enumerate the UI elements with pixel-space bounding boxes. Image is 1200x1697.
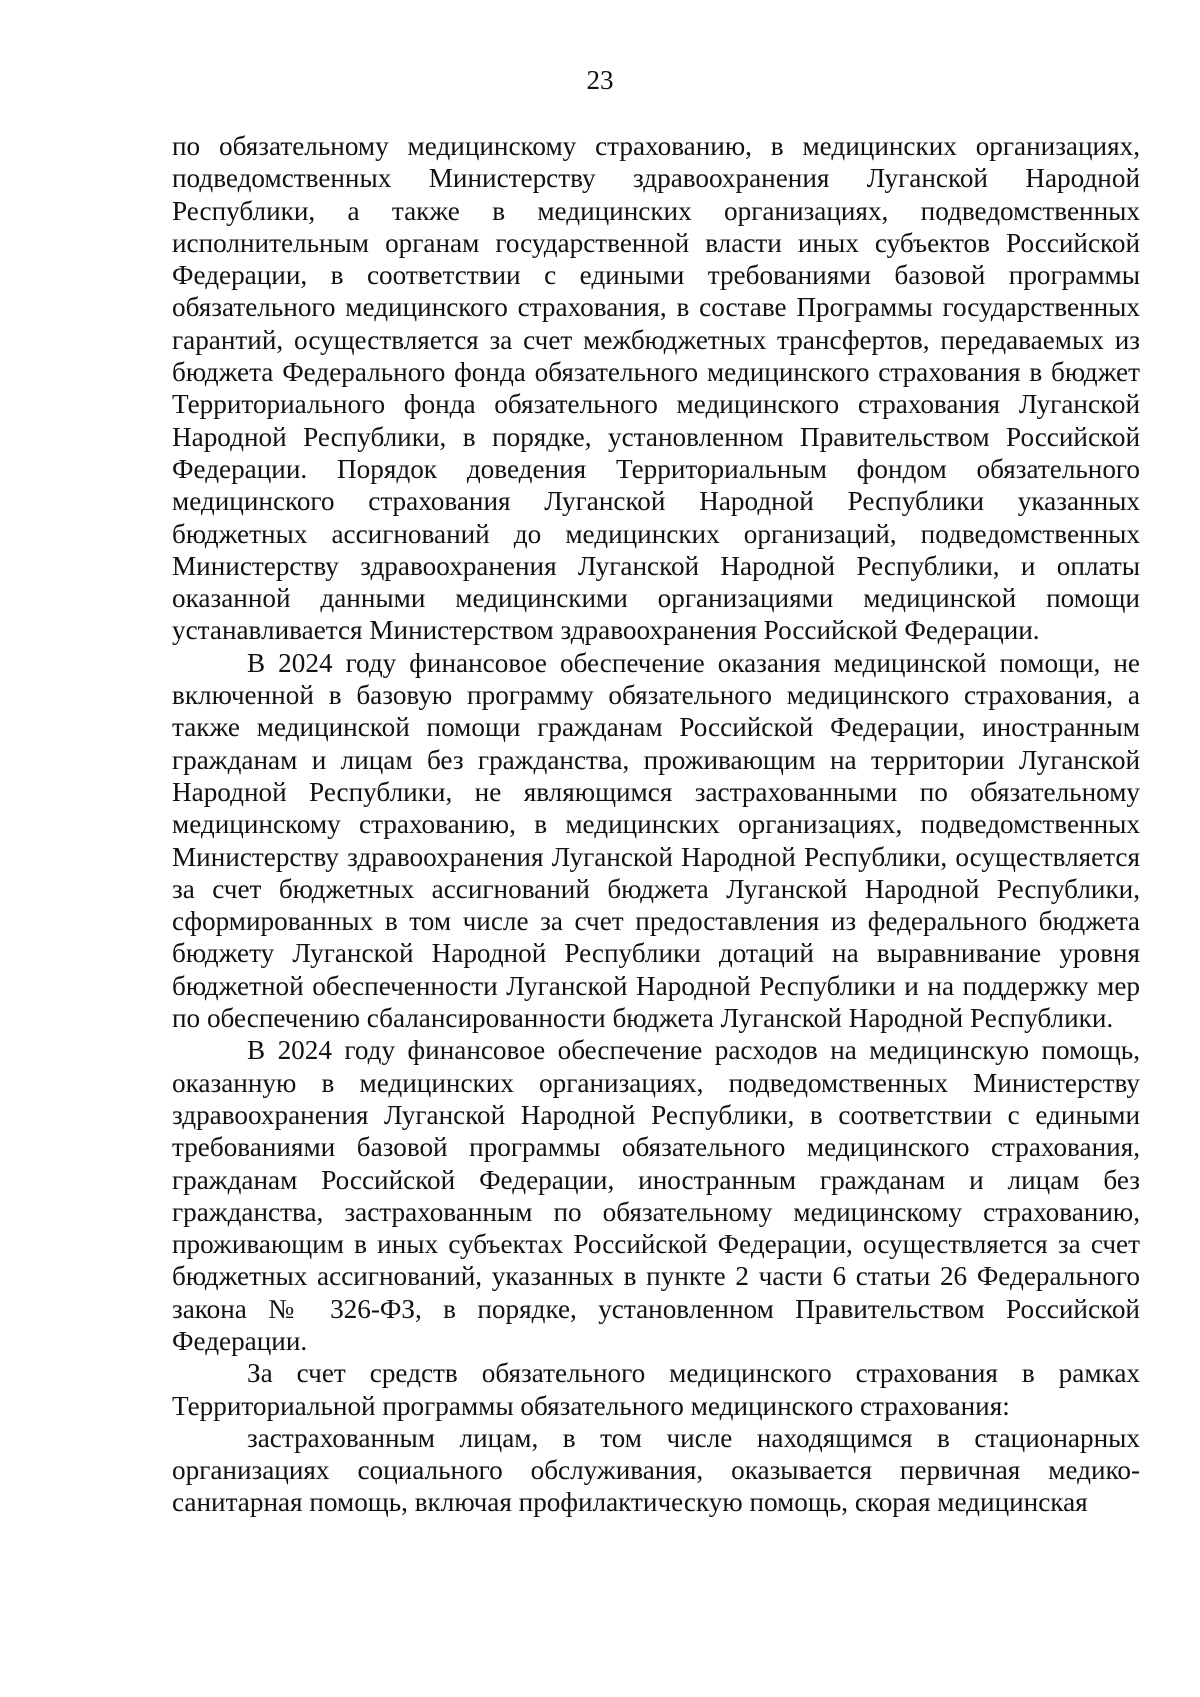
page-number: 23 [586,65,614,95]
document-body [172,130,1140,1519]
paragraph-2024-non-base-funding: В 2024 году финансовое обеспечение оказания медицинской помощи, не включенной в базовую программу обязательного медицинского страхования, а также медицинской помощи гражданам Российской Федерации, иностранным гражданам и лицам без гражданства, проживающим на территории Луганской Народной Республики, не являющимся застрахованными по обязательному медицинскому страхованию, в медицинских организациях, подведомственных Министерству здравоохранения Луганской Народной Республики, осуществляется за счет бюджетных ассигнований бюджета Луганской Народной Республики, сформированных в том числе за счет предоставления из федерального бюджета бюджету Луганской Народной Республики дотаций на выравнивание уровня бюджетной обеспеченности Луганской Народной Республики и на поддержку мер по обеспечению сбалансированности бюджета Луганской Народной Республики. [172,647,1140,1034]
paragraph-insured-persons: застрахованным лицам, в том числе находящимся в стационарных организациях социального обслуживания, оказывается первичная медико-санитарная помощь, включая профилактическую помощь, скорая медицинская [172,1422,1140,1518]
paragraph-2024-other-regions-funding: В 2024 году финансовое обеспечение расходов на медицинскую помощь, оказанную в медицинских организациях, подведомственных Министерству здравоохранения Луганской Народной Республики, в соответствии с едиными требованиями базовой программы обязательного медицинского страхования, гражданам Российской Федерации, иностранным гражданам и лицам без гражданства, застрахованным по обязательному медицинскому страхованию, проживающим в иных субъектах Российской Федерации, осуществляется за счет бюджетных ассигнований, указанных в пункте 2 части 6 статьи 26 Федерального закона № 326-ФЗ, в порядке, установленном Правительством Российской Федерации. [172,1035,1140,1356]
paragraph-continuation: по обязательному медицинскому страхованию, в медицинских организациях, подведомственных Министерству здравоохранения Луганской Народной Республики, а также в медицинских организациях, подведомственных исполнительным органам государственной власти иных субъектов Российской Федерации, в соответствии с едиными требованиями базовой программы обязательного медицинского страхования, в составе Программы государственных гарантий, осуществляется за счет межбюджетных трансфертов, передаваемых из бюджета Федерального фонда обязательного медицинского страхования в бюджет Территориального фонда обязательного медицинского страхования Луганской Народной Республики, в порядке, установленном Правительством Российской Федерации. Порядок доведения Территориальным фондом обязательного медицинского страхования Луганской Народной Республики указанных бюджетных ассигнований до медицинских организаций, подведомственных Министерству здравоохранения Луганской Народной Республики, и оплаты оказанной данными медицинскими организациями медицинской помощи устанавливается Министерством здравоохранения Российской Федерации. [172,131,1140,646]
paragraph-oms-intro: За счет средств обязательного медицинского страхования в рамках Территориальной программы обязательного медицинского страхования: [172,1358,1140,1421]
